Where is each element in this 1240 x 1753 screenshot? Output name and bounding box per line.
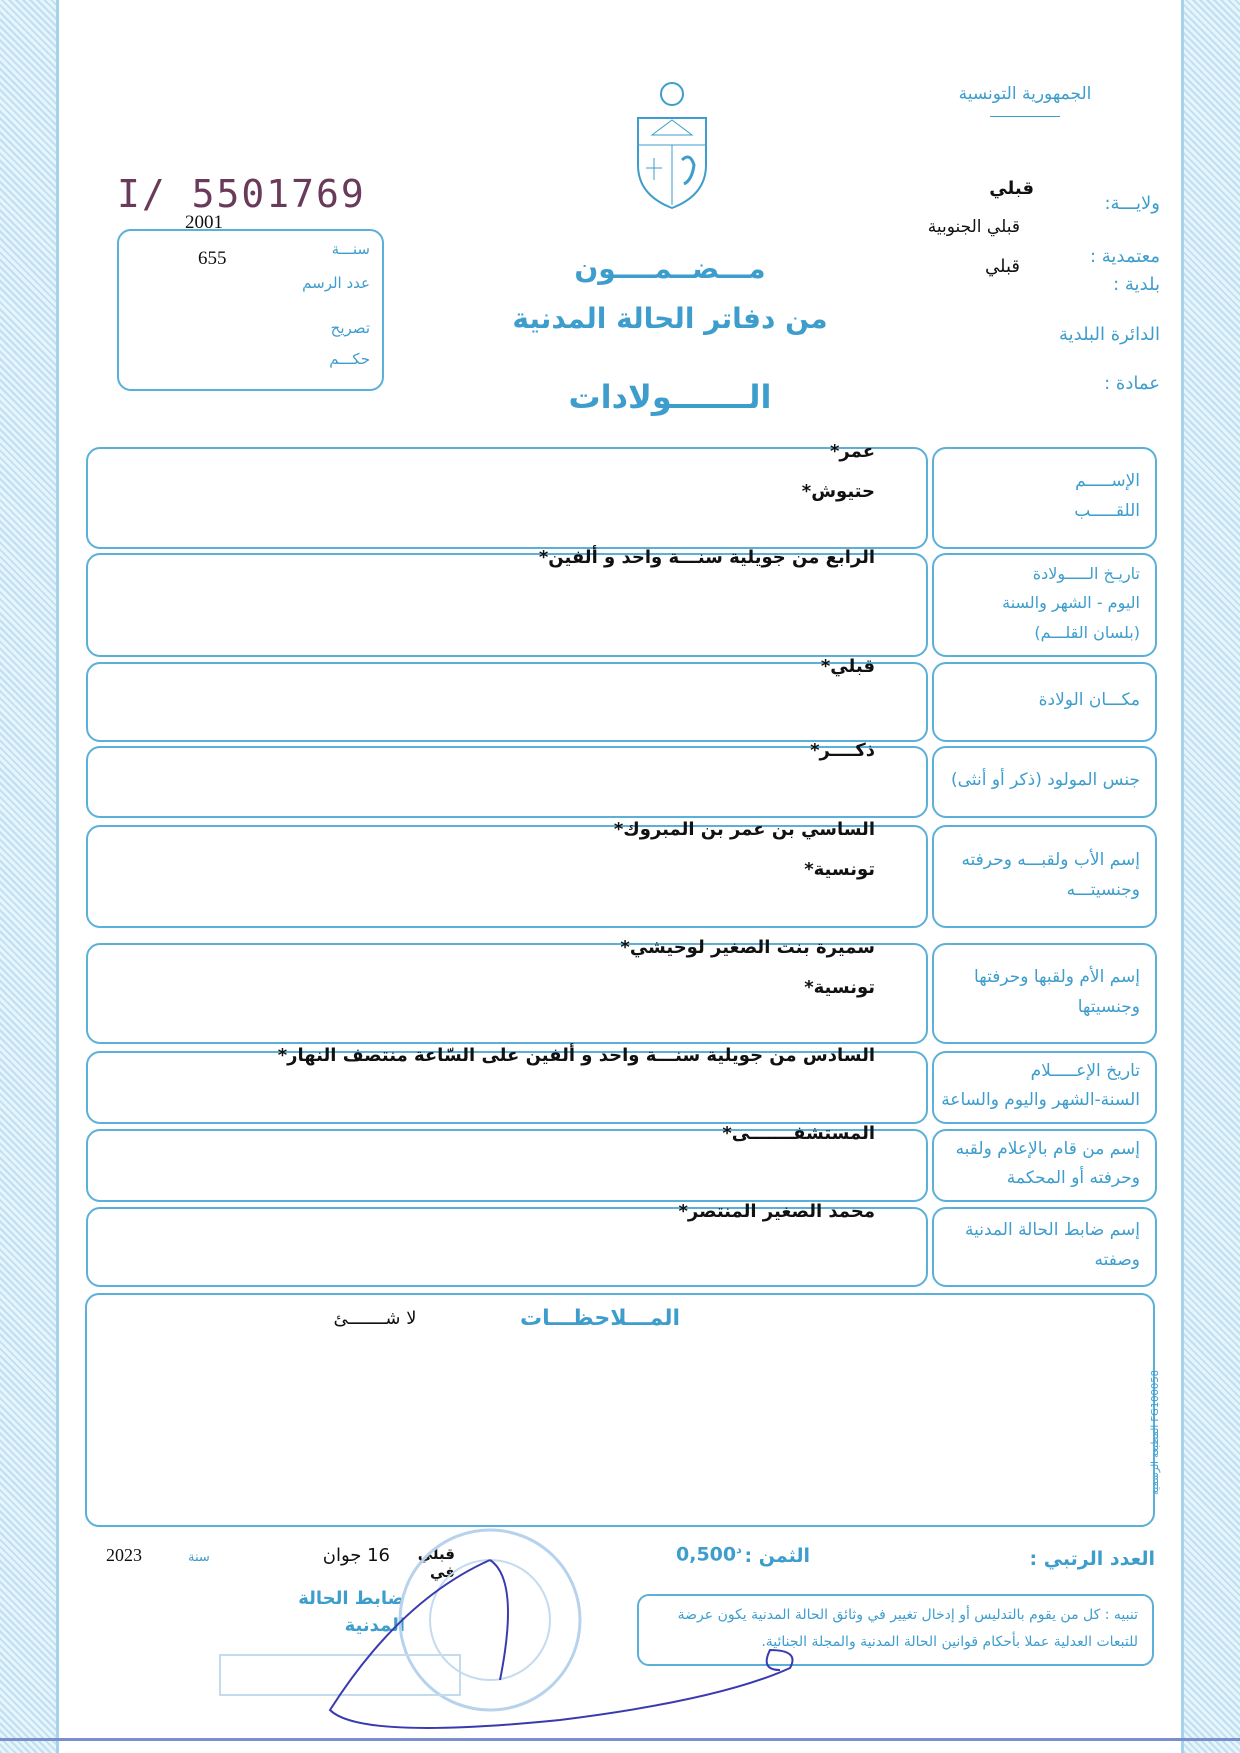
row-value: المستشفـــــــى* [722,1123,875,1144]
row-value: الساسي بن عمر بن المبروك* [613,819,875,840]
judgment-label: حكـــم [329,350,370,368]
issue-year-label: سنة [188,1550,210,1565]
row-value: ذكــــر* [810,740,875,761]
row-label-line: السنة-الشهر واليوم والساعة [941,1089,1140,1110]
row-label-line: تاريـخ الـــــولادة [1032,564,1140,583]
wilaya-value: قبلي [989,178,1034,199]
row-label-line: مكـــان الولادة [1038,690,1140,710]
row-label-line: تاريخ الإعـــــلام [1030,1061,1140,1081]
row-value: قبلي* [820,656,875,677]
coat-of-arms-emblem [632,80,712,210]
row-label-line: اللقـــــب [1074,501,1140,521]
guilloche-border-left [0,0,59,1753]
record-number-value: 655 [198,248,227,269]
omada-label: عمادة : [1104,373,1160,394]
row-label-line: وصفته [1094,1250,1140,1270]
remarks-label: المـــلاحظـــات [519,1306,681,1331]
row-label-line: إسم من قام بالإعلام ولقبه [955,1139,1140,1159]
row-value: الرابع من جويلية سنـــة واحد و ألفين* [538,547,875,568]
row-label-line: اليوم - الشهر والسنة [1002,593,1140,613]
row-value: سميرة بنت الصغير لوحيشي* [620,937,875,958]
value-cell [86,553,928,657]
row-value: تونسية* [804,859,875,880]
motamadia-value: قبلي الجنوبية [927,217,1020,237]
divider [990,116,1060,117]
serial-order-label: العدد الرتبي : [1029,1548,1155,1570]
baladia-value: قبلي [985,256,1020,277]
serial-number: I/ 5501769 [117,172,366,216]
republic-label: الجمهورية التونسية [958,84,1092,104]
price-amount: 0,500 [676,1543,737,1566]
title-line1: مـــضــمــــون [574,252,766,285]
title-line2: من دفاتر الحالة المدنية [512,302,828,335]
row-label-line: جنس المولود (ذكر أو أنثى) [951,770,1140,790]
official-stamp-and-signature [200,1520,820,1740]
officer-label: ضابط الحالة المدنية [298,1588,405,1636]
row-value: حتيوش* [801,481,875,502]
wilaya-label: ولايـــة: [1104,193,1160,214]
price-label: الثمن : [744,1545,810,1567]
row-value: عمر* [830,441,875,462]
row-label-line: وحرفته أو المحكمة [1006,1167,1140,1188]
remarks-value: لا شـــــــئ [333,1308,417,1329]
row-label-line: إسم ضابط الحالة المدنية [965,1220,1140,1240]
issue-day-month: 16 جوان [322,1545,390,1566]
row-value: السادس من جويلية سنـــة واحد و ألفين على السّاعة منتصف النهار* [277,1045,875,1066]
motamadia-label: معتمدية : [1089,246,1160,267]
row-label-line: وجنسيتها [1077,996,1140,1017]
row-label-line: إسم الأم ولقبها وحرفتها [974,966,1140,987]
title-line3: الـــــــولادات [568,378,772,416]
row-label-line: وجنسيتـــه [1066,879,1140,900]
daira-label: الدائرة البلدية [1058,324,1160,345]
price-unit: د [736,1543,742,1556]
row-value: تونسية* [804,977,875,998]
baladia-label: بلدية : [1113,274,1160,295]
row-label-line: الإســـــم [1075,471,1140,491]
guilloche-border-right [1181,0,1240,1753]
declaration-label: تصريح [330,319,370,337]
row-label-line: إسم الأب ولقبـــه وحرفته [961,849,1140,870]
record-number-label: عدد الرسم [302,274,370,292]
warning-text: تنبيه : كل من يقوم بالتدليس أو إدخال تغيير في وثائق الحالة المدنية يكون عرضة للتبعات العدلية عملا بأحكام قوانين الحالة المدنية والمجلة الجنائية. [677,1607,1138,1650]
record-year-label: سنـــة [331,240,370,258]
issue-year-value: 2023 [106,1545,142,1565]
row-label-line: (بلسان القلـــم) [1034,622,1140,642]
record-year-value: 2001 [185,212,223,233]
printer-mark: المطبعة الرسمية FG100058 [1150,1370,1161,1495]
row-value: محمد الصغير المنتصر* [678,1201,875,1222]
issue-place: قبلي في [417,1545,455,1581]
